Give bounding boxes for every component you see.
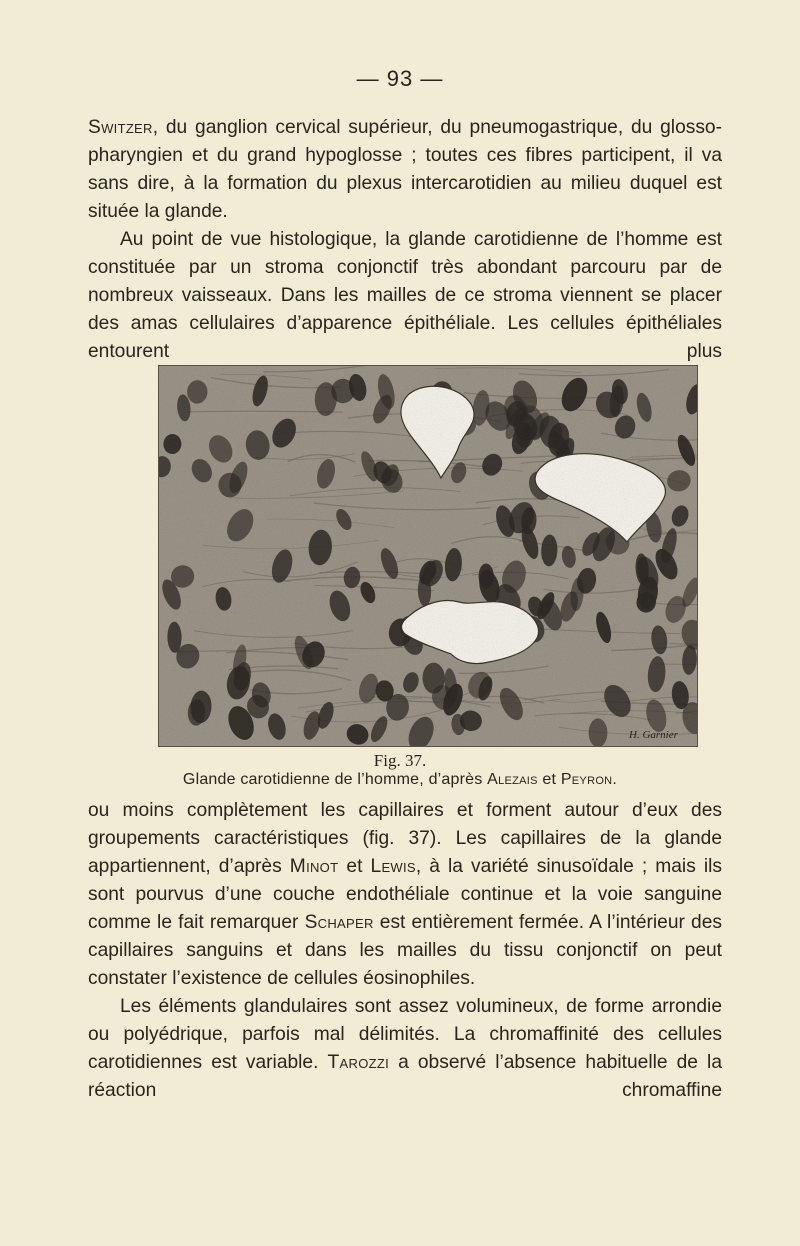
body-text-top — [88, 114, 722, 366]
paragraph — [88, 114, 722, 226]
histology-illustration — [159, 366, 697, 746]
text-run: Glande carotidienne de l’homme, d’après — [182, 771, 488, 788]
body-text-bottom — [88, 797, 722, 1105]
text-run: . — [612, 771, 618, 788]
text-run: est entièrement fermée. A l’intérieur des capillaires sanguins et dans les mailles du tissu conjonctif on peut constater l’existence de cellules éosinophiles. — [88, 912, 722, 989]
figure-caption — [0, 771, 800, 789]
page-number: — 93 — — [356, 66, 444, 91]
text-run: a observé l’absence habituelle de la réaction chromaffine — [88, 1052, 722, 1101]
paragraph — [88, 226, 722, 366]
text-run: Au point de vue histologique, la glande carotidienne de l’homme est constituée par un stroma conjonctif très abondant parcouru par de nombreux vaisseaux. Dans les mailles de ce stroma viennent se placer des amas cellulaires d’apparence épithéliale. Les cellules épithéliales entourent plus — [88, 229, 722, 362]
author-name: Switzer — [88, 117, 153, 138]
paragraph — [88, 797, 722, 993]
author-name: Peyron — [560, 771, 613, 788]
text-run: , du ganglion cervical supérieur, du pneumogastrique, du glosso-pharyngien et du grand hypoglosse ; toutes ces fibres participent, il va sans dire, à la formation du plexus intercarotidien au milieu duquel est située la glande. — [88, 117, 722, 222]
author-name: Tarozzi — [327, 1052, 390, 1073]
text-run: Les éléments glandulaires sont assez volumineux, de forme arrondie ou polyédrique, parfois mal délimités. La chromaffinité des cellules carotidiennes est variable. — [88, 996, 722, 1073]
text-run: et — [537, 771, 561, 788]
author-name: Lewis — [370, 856, 416, 877]
paragraph — [88, 993, 722, 1105]
text-run: et — [338, 856, 371, 877]
author-name: Schaper — [304, 912, 374, 933]
text-run: , à la variété sinusoïdale ; mais ils sont pourvus d’une couche endothéliale continue et la voie sanguine comme le fait remarquer — [88, 856, 722, 933]
author-name: Alezais — [487, 771, 538, 788]
text-run: ou moins complètement les capillaires et forment autour d’eux des groupements caractéristiques (fig. 37). Les capillaires de la glande appartiennent, d’après — [88, 800, 722, 877]
histology-figure — [158, 365, 698, 747]
figure-number: Fig. 37. — [373, 751, 427, 770]
cell-nucleus — [589, 718, 608, 746]
artist-signature: H. Garnier — [629, 729, 678, 741]
author-name: Minot — [289, 856, 339, 877]
